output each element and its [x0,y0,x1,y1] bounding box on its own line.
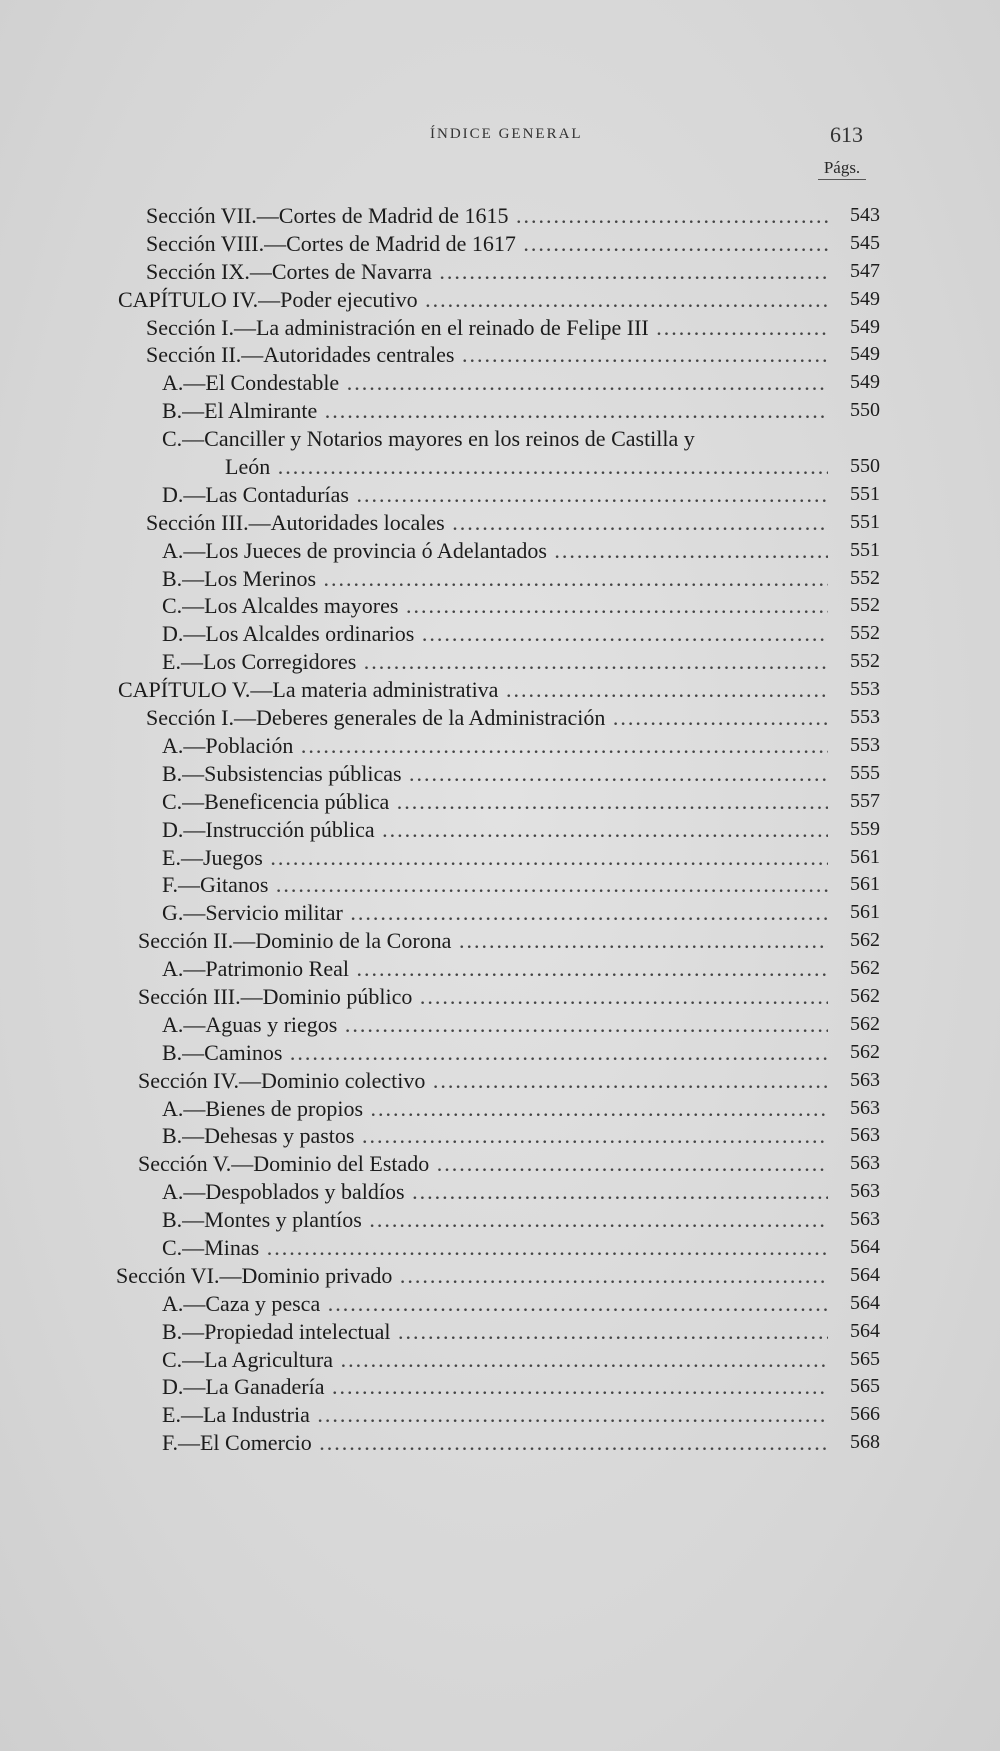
toc-entry-text: A.—Población ..... [162,732,828,760]
toc-entry-text: D.—Las Contadurías ..... [162,481,828,509]
toc-entry [0,1429,1000,1457]
toc-entry-text: Sección IV.—Dominio colectivo ..... [138,1067,828,1095]
toc-entry-page: 549 [850,343,880,366]
toc-entry [0,927,1000,955]
pages-column-label: Págs. [818,158,866,180]
toc-entry-text: Sección I.—Deberes generales de la Administración ..... [146,704,828,732]
toc-entry [0,676,1000,704]
toc-entry-page: 564 [850,1291,880,1314]
toc-entry-page: 564 [850,1319,880,1342]
toc-entry [0,871,1000,899]
toc-entry-page: 555 [850,761,880,784]
toc-entry-page: 550 [850,455,880,478]
running-head [0,122,1000,152]
toc-entry-text: F.—El Comercio ..... [162,1429,828,1457]
toc-entry-page: 564 [850,1263,880,1286]
toc-entry-page: 563 [850,1180,880,1203]
toc-entry-text: C.—Canciller y Notarios mayores en los reinos de Castilla y [162,426,695,452]
toc-entry-text: Sección III.—Autoridades locales ..... [146,509,828,537]
toc-entry-text: A.—Aguas y riegos ..... [162,1011,828,1039]
toc-entry-page: 562 [850,957,880,980]
toc-entry-text: B.—Los Merinos ..... [162,565,828,593]
toc-entry [0,1206,1000,1234]
toc-entry [0,1346,1000,1374]
toc-entry-text: B.—Dehesas y pastos ..... [162,1122,828,1150]
toc-entry-page: 563 [850,1152,880,1175]
toc-entry [0,1067,1000,1095]
toc-entry-page: 549 [850,371,880,394]
toc-entry-text: Sección II.—Dominio de la Corona ..... [138,927,828,955]
toc-entry [0,592,1000,620]
page-number: 613 [830,122,863,147]
toc-entry-text: C.—Minas ..... [162,1234,828,1262]
toc-entry-text: Sección I.—La administración en el reinado de Felipe III ..... [146,314,828,342]
toc-entry-text: E.—Los Corregidores ..... [162,648,828,676]
toc-entry [0,899,1000,927]
toc-entry-text: A.—Patrimonio Real ..... [162,955,828,983]
toc-entry-text: Sección III.—Dominio público ..... [138,983,828,1011]
toc-entry [0,258,1000,286]
toc-entry [0,1039,1000,1067]
toc-entry-page: 562 [850,984,880,1007]
toc-entry-page: 563 [850,1068,880,1091]
toc-entry [0,1178,1000,1206]
toc-entry-page: 563 [850,1124,880,1147]
toc-entry-text: D.—Instrucción pública ..... [162,816,828,844]
toc-entry-page: 557 [850,789,880,812]
toc-entry-text: Sección VIII.—Cortes de Madrid de 1617 ..... [146,230,828,258]
toc-entry-text: A.—Caza y pesca ..... [162,1290,828,1318]
toc-entry-text: A.—Bienes de propios ..... [162,1095,828,1123]
toc-entry [0,1373,1000,1401]
toc-entry-text: B.—Montes y plantíos ..... [162,1206,828,1234]
toc-entry-page: 552 [850,622,880,645]
toc-entry-text: F.—Gitanos ..... [162,871,828,899]
toc-entry-text: B.—Subsistencias públicas ..... [162,760,828,788]
toc-entry [0,314,1000,342]
toc-entry-page: 561 [850,901,880,924]
toc-entry-text: CAPÍTULO V.—La materia administrativa ..... [118,676,828,704]
toc-entry [0,369,1000,397]
toc-entry-text: A.—El Condestable ..... [162,369,828,397]
toc-entry-text: D.—Los Alcaldes ordinarios ..... [162,620,828,648]
toc-entry-page: 562 [850,1040,880,1063]
toc-entry-page: 551 [850,510,880,533]
toc-entry-page: 552 [850,650,880,673]
toc-entry-page: 549 [850,315,880,338]
toc-entry-page: 559 [850,817,880,840]
toc-entry-page: 553 [850,733,880,756]
toc-entry [0,983,1000,1011]
toc-entry-page: 547 [850,259,880,282]
toc-entry [0,704,1000,732]
toc-entry-text: G.—Servicio militar ..... [162,899,828,927]
toc-entry-text: B.—El Almirante ..... [162,397,828,425]
toc-entry-page: 553 [850,678,880,701]
toc-entry [0,1234,1000,1262]
toc-entry [0,816,1000,844]
toc-entry-text: C.—Beneficencia pública ..... [162,788,828,816]
table-of-contents [0,202,1000,1457]
toc-entry-text: Sección V.—Dominio del Estado ..... [138,1150,828,1178]
toc-entry-text: Sección IX.—Cortes de Navarra ..... [146,258,828,286]
toc-entry-page: 545 [850,231,880,254]
toc-entry-text: A.—Los Jueces de provincia ó Adelantados ..... [162,537,828,565]
toc-entry-page: 543 [850,204,880,226]
toc-entry [0,202,1000,230]
toc-entry [0,1011,1000,1039]
toc-entry [0,341,1000,369]
toc-entry-page: 553 [850,706,880,729]
toc-entry [0,537,1000,565]
toc-entry [0,1095,1000,1123]
toc-entry-page: 562 [850,929,880,952]
toc-entry-page: 563 [850,1208,880,1231]
toc-entry [0,1318,1000,1346]
toc-entry [0,1150,1000,1178]
toc-entry-text: B.—Caminos ..... [162,1039,828,1067]
toc-entry [0,1122,1000,1150]
toc-entry-text: Sección VII.—Cortes de Madrid de 1615 ..... [146,202,828,230]
toc-entry [0,1262,1000,1290]
toc-entry-page: 564 [850,1235,880,1258]
toc-entry [0,648,1000,676]
toc-entry-page: 561 [850,873,880,896]
toc-entry-text: CAPÍTULO IV.—Poder ejecutivo ..... [118,286,828,314]
toc-entry-text: D.—La Ganadería ..... [162,1373,828,1401]
toc-entry [0,844,1000,872]
toc-entry-page: 565 [850,1375,880,1398]
toc-entry-text: C.—La Agricultura ..... [162,1346,828,1374]
toc-entry-text: C.—Los Alcaldes mayores ..... [162,592,828,620]
toc-entry-continuation: León ..... [225,453,828,481]
toc-entry-text: Sección VI.—Dominio privado ..... [116,1262,828,1290]
toc-entry [0,397,1000,425]
toc-entry [0,732,1000,760]
toc-entry-page: 566 [850,1403,880,1426]
toc-entry [0,1290,1000,1318]
toc-entry [0,509,1000,537]
toc-entry-text: Sección II.—Autoridades centrales ..... [146,341,828,369]
toc-entry [0,230,1000,258]
toc-entry [0,955,1000,983]
toc-entry-page: 568 [850,1431,880,1454]
toc-entry-text: B.—Propiedad intelectual ..... [162,1318,828,1346]
toc-entry [0,620,1000,648]
toc-entry-page: 562 [850,1012,880,1035]
toc-entry-text: E.—Juegos ..... [162,844,828,872]
running-title: ÍNDICE GENERAL [430,126,583,142]
toc-entry [0,565,1000,593]
toc-entry-text: A.—Despoblados y baldíos ..... [162,1178,828,1206]
toc-entry [0,1401,1000,1429]
toc-entry-page: 561 [850,845,880,868]
toc-entry-page: 550 [850,399,880,422]
toc-entry-page: 563 [850,1096,880,1119]
toc-entry [0,760,1000,788]
toc-entry-page: 552 [850,594,880,617]
toc-entry [0,481,1000,509]
toc-entry-text: E.—La Industria ..... [162,1401,828,1429]
toc-entry-page: 552 [850,566,880,589]
toc-entry-page: 565 [850,1347,880,1370]
toc-entry [0,425,1000,481]
toc-entry-page: 549 [850,287,880,310]
toc-entry-page: 551 [850,538,880,561]
toc-entry-page: 551 [850,482,880,505]
toc-entry [0,788,1000,816]
toc-entry [0,286,1000,314]
